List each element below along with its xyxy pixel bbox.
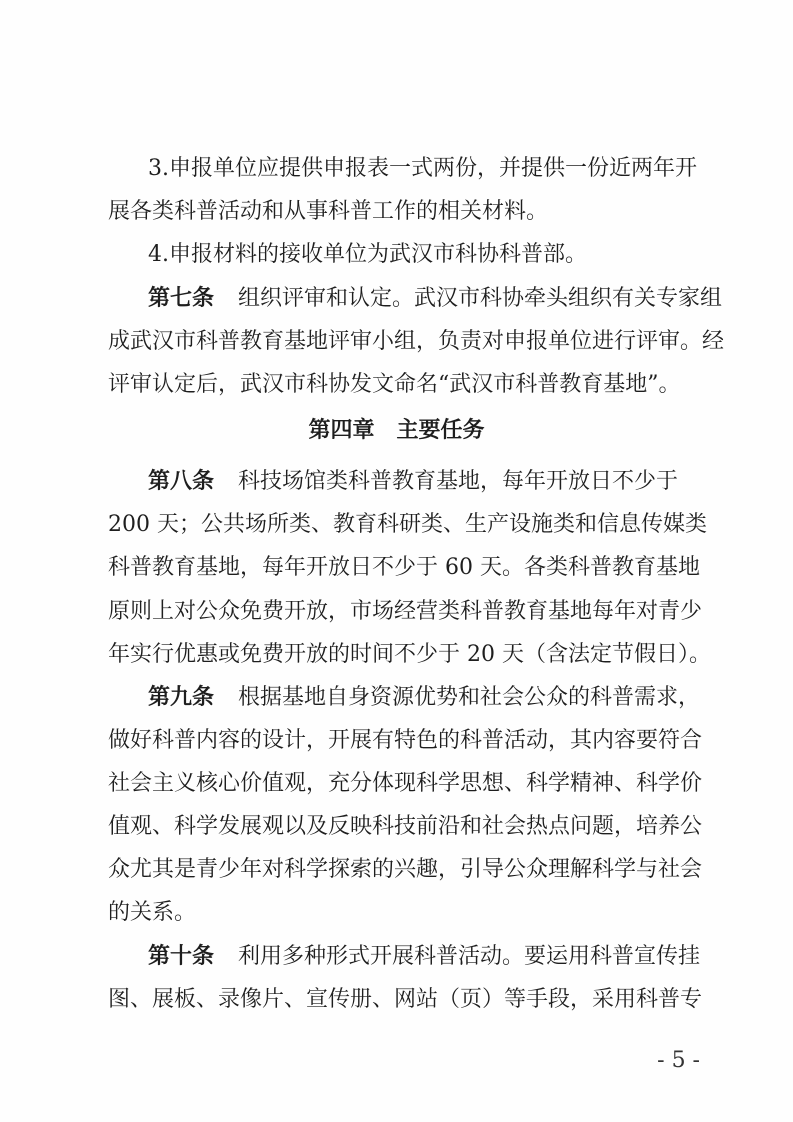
- article-text: 根据基地自身资源优势和社会公众的科普需求，: [238, 685, 701, 710]
- paragraph-line: 的关系。: [108, 900, 197, 925]
- paragraph-line: 展各类科普活动和从事科普工作的相关材料。: [108, 199, 549, 224]
- chapter-heading: 第四章 主要任务: [308, 418, 485, 443]
- paragraph-line: 值观、科学发展观以及反映科技前沿和社会热点问题，培养公: [108, 814, 703, 839]
- article-text: 组织评审和认定。武汉市科协牵头组织有关专家组: [238, 286, 723, 311]
- article-line: [148, 680, 700, 716]
- paragraph-line: 200 天；公共场所类、教育科研类、生产设施类和信息传媒类: [108, 512, 707, 537]
- paragraph-line: 科普教育基地，每年开放日不少于 60 天。各类科普教育基地: [108, 555, 700, 580]
- paragraph-line: 做好科普内容的设计，开展有特色的科普活动，其内容要符合: [108, 728, 703, 753]
- paragraph-line: 图、展板、录像片、宣传册、网站（页）等手段，采用科普专: [108, 987, 703, 1012]
- paragraph-line: 3.申报单位应提供申报表一式两份，并提供一份近两年开: [148, 156, 697, 181]
- paragraph-line: 成武汉市科普教育基地评审小组，负责对申报单位进行评审。经: [108, 329, 725, 354]
- article-line: [148, 281, 722, 317]
- paragraph-line: 众尤其是青少年对科学探索的兴趣，引导公众理解科学与社会: [108, 857, 703, 882]
- article-line: [148, 939, 700, 975]
- paragraph-line: 原则上对公众免费开放，市场经营类科普教育基地每年对青少: [108, 599, 703, 624]
- article-line: [148, 464, 678, 500]
- article-number: 第八条: [148, 469, 215, 494]
- paragraph-line: 社会主义核心价值观，充分体现科学思想、科学精神、科学价: [108, 771, 703, 796]
- page-number: - 5 -: [657, 1048, 700, 1073]
- article-number: 第七条: [148, 286, 215, 311]
- article-number: 第十条: [148, 944, 215, 969]
- article-number: 第九条: [148, 685, 215, 710]
- paragraph-line: 年实行优惠或免费开放的时间不少于 20 天（含法定节假日）。: [108, 642, 711, 667]
- article-text: 科技场馆类科普教育基地，每年开放日不少于: [238, 469, 679, 494]
- paragraph-line: 4.申报材料的接收单位为武汉市科协科普部。: [148, 242, 587, 267]
- article-text: 利用多种形式开展科普活动。要运用科普宣传挂: [238, 944, 701, 969]
- paragraph-line: 评审认定后，武汉市科协发文命名“武汉市科普教育基地”。: [108, 372, 681, 397]
